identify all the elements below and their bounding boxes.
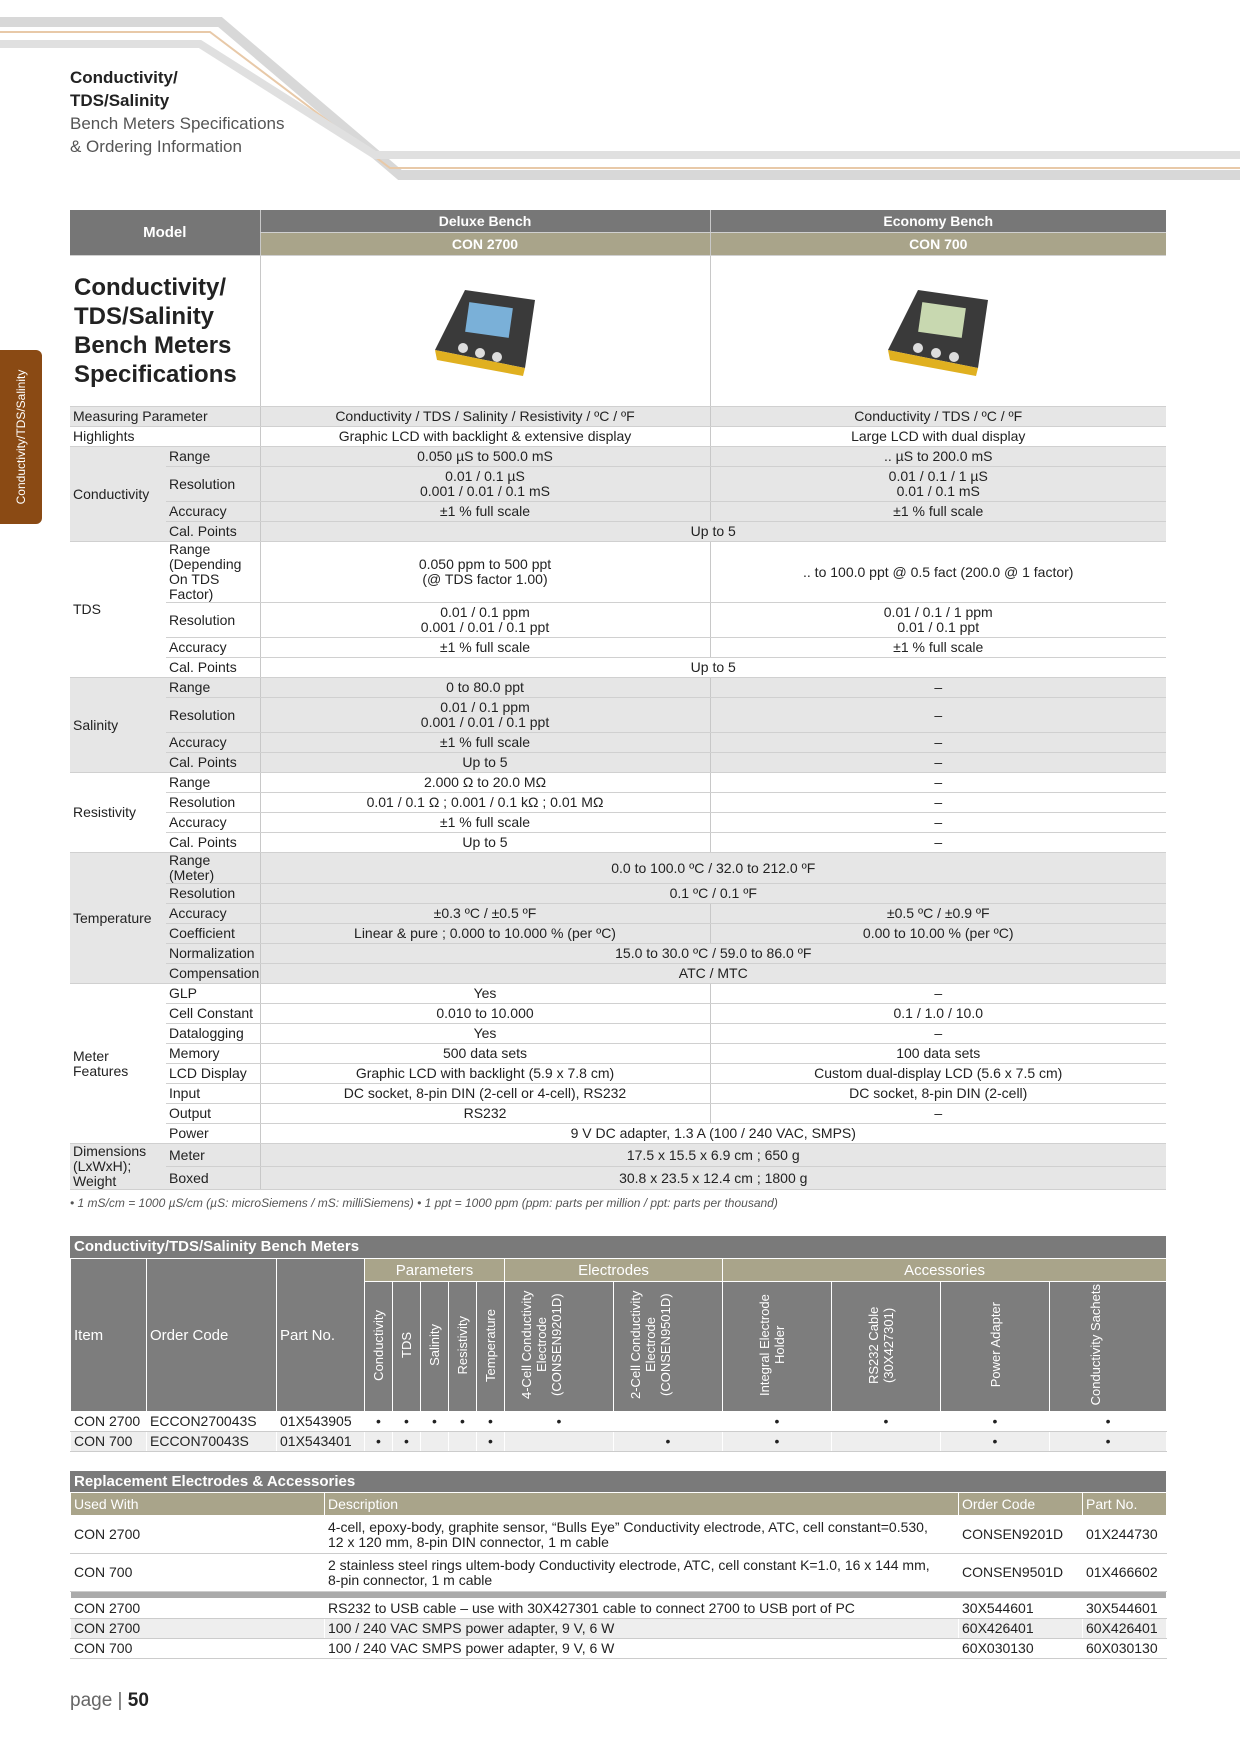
cell: ±1 % full scale	[710, 502, 1166, 522]
cell: 0.010 to 10.000	[260, 1004, 710, 1024]
repl-header: Used With	[71, 1493, 325, 1516]
conductivity-label: Conductivity	[70, 447, 166, 542]
group-accessories: Accessories	[723, 1259, 1167, 1282]
order-section-title: Conductivity/TDS/Salinity Bench Meters	[70, 1236, 1166, 1258]
group-parameters: Parameters	[365, 1259, 505, 1282]
param-header: Temperature	[477, 1282, 505, 1412]
cell: Up to 5	[260, 522, 1166, 542]
row-label: Range (Meter)	[166, 853, 260, 884]
accessory-header: Integral Electrode Holder	[723, 1282, 832, 1412]
row-label: Cal. Points	[166, 833, 260, 853]
accessory-header: Conductivity Sachets	[1050, 1282, 1167, 1412]
tds-label: TDS	[70, 542, 166, 678]
row-label: Boxed	[166, 1167, 260, 1190]
measuring-parameter-label: Measuring Parameter	[70, 407, 260, 427]
order-table	[70, 1258, 1167, 1452]
cell: –	[710, 813, 1166, 833]
highlights-1: Graphic LCD with backlight & extensive display	[260, 427, 710, 447]
cell: –	[710, 833, 1166, 853]
cell: ±1 % full scale	[260, 733, 710, 753]
cell: 0.01 / 0.1 Ω ; 0.001 / 0.1 kΩ ; 0.01 MΩ	[260, 793, 710, 813]
cell: 0.01 / 0.1 µS 0.001 / 0.01 / 0.1 mS	[260, 467, 710, 502]
cell: ±0.5 ºC / ±0.9 ºF	[710, 904, 1166, 924]
cell: ±1 % full scale	[260, 502, 710, 522]
cell: 0.0 to 100.0 ºC / 32.0 to 212.0 ºF	[260, 853, 1166, 884]
header-title-1: Conductivity/	[70, 68, 178, 87]
cell: Yes	[260, 1024, 710, 1044]
row-label: Accuracy	[166, 502, 260, 522]
cell: Yes	[260, 984, 710, 1004]
cell: –	[710, 984, 1166, 1004]
measuring-parameter-1: Conductivity / TDS / Salinity / Resistivity / ºC / ºF	[260, 407, 710, 427]
table-row: CON 700 100 / 240 VAC SMPS power adapter, 9 V, 6 W 60X030130 60X030130	[71, 1639, 1167, 1659]
row-label: Accuracy	[166, 638, 260, 658]
cell: Up to 5	[260, 753, 710, 773]
cell: 0.1 / 1.0 / 10.0	[710, 1004, 1166, 1024]
cell: –	[710, 698, 1166, 733]
col1-series: Deluxe Bench	[260, 210, 710, 233]
cell: –	[710, 1104, 1166, 1124]
cell: Graphic LCD with backlight (5.9 x 7.8 cm)	[260, 1064, 710, 1084]
row-label: GLP	[166, 984, 260, 1004]
row-label: Range	[166, 678, 260, 698]
table-row: CON 700 2 stainless steel rings ultem-body Conductivity electrode, ATC, cell constant K=1.0, 16 x 144 mm, 8-pin connector, 1 m cable CONSEN9501D 01X466602	[71, 1554, 1167, 1592]
highlights-2: Large LCD with dual display	[710, 427, 1166, 447]
row-label: Range	[166, 447, 260, 467]
col2-model: CON 700	[710, 233, 1166, 256]
cell: ±1 % full scale	[260, 813, 710, 833]
accessory-header: RS232 Cable (30X427301)	[832, 1282, 941, 1412]
cell: 0.01 / 0.1 / 1 ppm 0.01 / 0.1 ppt	[710, 603, 1166, 638]
row-label: Output	[166, 1104, 260, 1124]
resistivity-label: Resistivity	[70, 773, 166, 853]
table-row: CON 700 ECCON70043S 01X543401 • • • • • • •	[71, 1432, 1167, 1452]
cell: ±1 % full scale	[710, 638, 1166, 658]
col1-model: CON 2700	[260, 233, 710, 256]
col2-series: Economy Bench	[710, 210, 1166, 233]
highlights-label: Highlights	[70, 427, 260, 447]
row-label: Accuracy	[166, 904, 260, 924]
cell: 0.01 / 0.1 / 1 µS 0.01 / 0.1 mS	[710, 467, 1166, 502]
cell: 30.8 x 23.5 x 12.4 cm ; 1800 g	[260, 1167, 1166, 1190]
row-label: Normalization	[166, 944, 260, 964]
cell: 0.01 / 0.1 ppm 0.001 / 0.01 / 0.1 ppt	[260, 698, 710, 733]
table-row: CON 2700 4-cell, epoxy-body, graphite sensor, “Bulls Eye” Conductivity electrode, ATC, cell constant=0.530, 12 x 120 mm, 8-pin DIN connector, 1 m cable CONSEN9201D 01X244730	[71, 1516, 1167, 1554]
group-electrodes: Electrodes	[505, 1259, 723, 1282]
electrode-header: 4-Cell Conductivity Electrode (CONSEN9201D)	[505, 1282, 614, 1412]
cell: –	[710, 793, 1166, 813]
cell: 0 to 80.0 ppt	[260, 678, 710, 698]
cell: ±1 % full scale	[260, 638, 710, 658]
param-header: Salinity	[421, 1282, 449, 1412]
order-item-header: Item	[71, 1259, 147, 1412]
cell: .. µS to 200.0 mS	[710, 447, 1166, 467]
order-part-header: Part No.	[277, 1259, 365, 1412]
temperature-label: Temperature	[70, 853, 166, 984]
repl-header: Order Code	[959, 1493, 1083, 1516]
cell: 100 data sets	[710, 1044, 1166, 1064]
spec-big-title: Conductivity/ TDS/Salinity Bench Meters Specifications	[70, 256, 260, 407]
cell: –	[710, 773, 1166, 793]
row-label: Cal. Points	[166, 522, 260, 542]
dimensions-label: Dimensions (LxWxH); Weight	[70, 1144, 166, 1190]
row-label: Datalogging	[166, 1024, 260, 1044]
footnote: • 1 mS/cm = 1000 µS/cm (µS: microSiemens / mS: milliSiemens) • 1 ppt = 1000 ppm (ppm: parts per million / ppt: parts per thousand)	[70, 1196, 778, 1210]
cell: 0.01 / 0.1 ppm 0.001 / 0.01 / 0.1 ppt	[260, 603, 710, 638]
cell: Up to 5	[260, 658, 1166, 678]
model-label: Model	[70, 210, 260, 256]
cell: DC socket, 8-pin DIN (2-cell)	[710, 1084, 1166, 1104]
cell: 15.0 to 30.0 ºC / 59.0 to 86.0 ºF	[260, 944, 1166, 964]
row-label: Accuracy	[166, 813, 260, 833]
con700-image	[710, 256, 1166, 407]
cell: ATC / MTC	[260, 964, 1166, 984]
cell: 2.000 Ω to 20.0 MΩ	[260, 773, 710, 793]
cell: –	[710, 753, 1166, 773]
cell: Up to 5	[260, 833, 710, 853]
replacement-table	[70, 1492, 1167, 1659]
table-row: CON 2700 100 / 240 VAC SMPS power adapter, 9 V, 6 W 60X426401 60X426401	[71, 1619, 1167, 1639]
param-header: Conductivity	[365, 1282, 393, 1412]
cell: DC socket, 8-pin DIN (2-cell or 4-cell), RS232	[260, 1084, 710, 1104]
meter-device-icon	[425, 280, 545, 380]
cell: 0.1 ºC / 0.1 ºF	[260, 884, 1166, 904]
param-header: TDS	[393, 1282, 421, 1412]
cell: 0.050 ppm to 500 ppt (@ TDS factor 1.00)	[260, 542, 710, 603]
divider	[71, 1592, 1167, 1599]
row-label: Resolution	[166, 793, 260, 813]
con2700-image	[260, 256, 710, 407]
table-row: CON 2700 ECCON270043S 01X543905 • • • • • • • • • •	[71, 1412, 1167, 1432]
header-sub-1: Bench Meters Specifications	[70, 114, 285, 133]
row-label: LCD Display	[166, 1064, 260, 1084]
cell: –	[710, 678, 1166, 698]
cell: RS232	[260, 1104, 710, 1124]
row-label: Memory	[166, 1044, 260, 1064]
salinity-label: Salinity	[70, 678, 166, 773]
side-tab[interactable]	[0, 350, 42, 524]
spec-table	[70, 210, 1166, 1190]
row-label: Coefficient	[166, 924, 260, 944]
cell: 500 data sets	[260, 1044, 710, 1064]
cell: .. to 100.0 ppt @ 0.5 fact (200.0 @ 1 factor)	[710, 542, 1166, 603]
header-title-2: TDS/Salinity	[70, 91, 170, 110]
row-label: Resolution	[166, 884, 260, 904]
row-label: Resolution	[166, 698, 260, 733]
order-code-header: Order Code	[147, 1259, 277, 1412]
cell: Custom dual-display LCD (5.6 x 7.5 cm)	[710, 1064, 1166, 1084]
cell: ±0.3 ºC / ±0.5 ºF	[260, 904, 710, 924]
accessory-header: Power Adapter	[941, 1282, 1050, 1412]
row-label: Cal. Points	[166, 658, 260, 678]
row-label: Cell Constant	[166, 1004, 260, 1024]
page-number: page | 50	[70, 1690, 149, 1711]
cell: Linear & pure ; 0.000 to 10.000 % (per ºC)	[260, 924, 710, 944]
electrode-header: 2-Cell Conductivity Electrode (CONSEN9501D)	[614, 1282, 723, 1412]
meter-features-label: Meter Features	[70, 984, 166, 1144]
repl-section-title: Replacement Electrodes & Accessories	[70, 1471, 1166, 1493]
row-label: Range	[166, 773, 260, 793]
row-label: Range (Depending On TDS Factor)	[166, 542, 260, 603]
cell: 0.050 µS to 500.0 mS	[260, 447, 710, 467]
cell: 9 V DC adapter, 1.3 A (100 / 240 VAC, SMPS)	[260, 1124, 1166, 1144]
side-tab-label: Conductivity/TDS/Salinity	[14, 369, 28, 505]
header-sub-2: & Ordering Information	[70, 137, 242, 156]
row-label: Accuracy	[166, 733, 260, 753]
row-label: Power	[166, 1124, 260, 1144]
table-row: CON 2700 RS232 to USB cable – use with 30X427301 cable to connect 2700 to USB port of PC 30X544601 30X544601	[71, 1599, 1167, 1619]
row-label: Resolution	[166, 467, 260, 502]
row-label: Compensation	[166, 964, 260, 984]
cell: 0.00 to 10.00 % (per ºC)	[710, 924, 1166, 944]
repl-header: Part No.	[1083, 1493, 1167, 1516]
row-label: Cal. Points	[166, 753, 260, 773]
row-label: Resolution	[166, 603, 260, 638]
page-header	[70, 66, 285, 158]
row-label: Meter	[166, 1144, 260, 1167]
cell: –	[710, 1024, 1166, 1044]
cell: 17.5 x 15.5 x 6.9 cm ; 650 g	[260, 1144, 1166, 1167]
row-label: Input	[166, 1084, 260, 1104]
repl-header: Description	[325, 1493, 959, 1516]
measuring-parameter-2: Conductivity / TDS / ºC / ºF	[710, 407, 1166, 427]
meter-device-icon	[878, 280, 998, 380]
cell: –	[710, 733, 1166, 753]
param-header: Resistivity	[449, 1282, 477, 1412]
